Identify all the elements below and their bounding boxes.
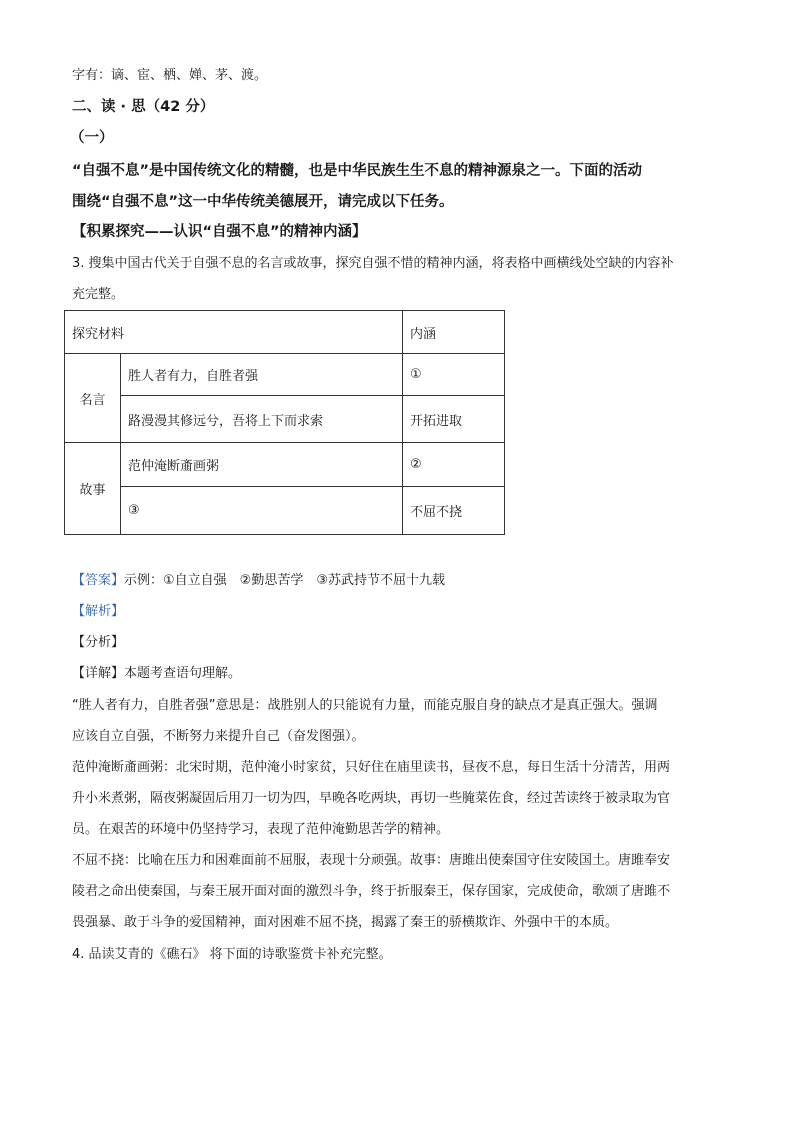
fenxi-tag: 【分析】 [72,635,125,650]
question-3-line-1: 3. 搜集中国古代关于自强不息的名言或故事，探究自强不惜的精神内涵，将表格中画横线处空缺的内容补 [72,256,674,271]
paragraph-line: “胜人者有力，自胜者强”意思是：战胜别人的只能说有力量，而能克服自身的缺点才是真正强大。强调 [72,698,658,713]
intro-line-1: “自强不息”是中国传统文化的精髓，也是中华民族生生不息的精神源泉之一。下面的活动 [72,163,643,179]
detail-text: 本题考查语句理解。 [124,666,242,681]
question-4: 4. 品读艾青的《礁石》 将下面的诗歌鉴赏卡补充完整。 [72,947,392,962]
sub-title: （一） [70,130,114,146]
paragraph-line: 陵君之命出使秦国，与秦王展开面对面的激烈斗争，终于折服秦王，保存国家，完成使命，歌颂了唐雎不 [72,884,671,899]
question-3-line-2: 充完整。 [72,287,125,302]
row-material: ③ [121,487,403,535]
table-header-row [65,311,505,354]
row-meaning: 开拓进取 [403,396,505,443]
task-heading: 【积累探究——认识“自强不息”的精神内涵】 [72,224,367,240]
chars-line: 字有：谪、宦、栖、婵、茅、渡。 [72,68,268,83]
row-meaning: ① [403,354,505,396]
table-row [65,396,505,443]
answer-line [72,571,445,591]
paragraph-line: 畏强暴、敢于斗争的爱国精神，面对困难不屈不挠，揭露了秦王的骄横欺诈、外强中干的本质。 [72,915,619,930]
row-material: 胜人者有力，自胜者强 [121,354,403,396]
row-material: 路漫漫其修远兮，吾将上下而求索 [121,396,403,443]
paragraph-line: 升小米煮粥，隔夜粥凝固后用刀一切为四，早晚各吃两块，再切一些腌菜佐食，经过苦读终于被录取为官 [72,791,671,806]
table-row [65,354,505,396]
paragraph-line: 员。在艰苦的环境中仍坚持学习，表现了范仲淹勤思苦学的精神。 [72,822,450,837]
paragraph-line: 范仲淹断齑画粥：北宋时期，范仲淹小时家贫，只好住在庙里读书，昼夜不息，每日生活十分清苦，用两 [72,760,671,775]
group-quotes: 名言 [65,354,121,443]
materials-table [64,310,505,535]
table-row [65,487,505,535]
intro-line-2: 围绕“自强不息”这一中华传统美德展开，请完成以下任务。 [72,194,454,210]
row-meaning: ② [403,443,505,487]
answer-text: 示例：①自立自强 ②勤思苦学 ③苏武持节不屈十九载 [124,573,445,588]
group-stories: 故事 [65,443,121,535]
row-material: 范仲淹断齑画粥 [121,443,403,487]
answer-tag: 【答案】 [72,573,125,588]
paragraph-line: 不屈不挠：比喻在压力和困难面前不屈服，表现十分顽强。故事：唐雎出使秦国守住安陵国土。唐雎奉安 [72,853,671,868]
table-row [65,443,505,487]
analysis-tag: 【解析】 [72,604,125,619]
detail-tag: 【详解】 [72,666,125,681]
section-title: 二、读 · 思（42 分） [72,99,215,115]
detail-line [72,664,241,684]
row-meaning: 不屈不挠 [403,487,505,535]
paragraph-line: 应该自立自强，不断努力来提升自己（奋发图强）。 [72,729,365,744]
header-meaning: 内涵 [403,311,505,354]
header-material: 探究材料 [65,311,403,354]
